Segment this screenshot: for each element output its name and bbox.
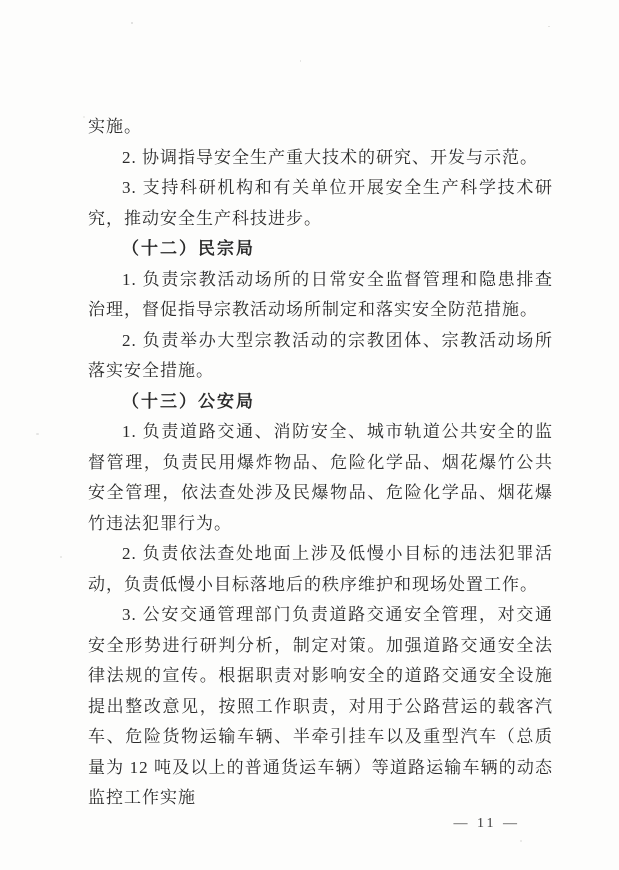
scan-speckle xyxy=(131,22,133,24)
paragraph-item: 1. 负责道路交通、消防安全、城市轨道公共安全的监督管理，负责民用爆炸物品、危险化学品、烟花爆竹公共安全管理，依法查处涉及民爆物品、危险化学品、烟花爆竹违法犯罪行为。 xyxy=(88,422,553,533)
paragraph-item: 1. 负责宗教活动场所的日常安全监督管理和隐患排查治理，督促指导宗教活动场所制定和落实安全防范措施。 xyxy=(88,269,553,319)
paragraph-item: 3. 公安交通管理部门负责道路交通安全管理，对交通安全形势进行研判分析，制定对策。加强道路交通安全法律法规的宣传。根据职责对影响安全的道路交通安全设施提出整改意见，按照工作职责，对用于公路营运的载客汽车、危险货物运输车辆、半牵引挂车以及重型汽车（总质量为 12 吨及以上的普通货运车辆）等道路运输车辆的动态监控工作实施 xyxy=(88,605,553,807)
paragraph-item: 2. 负责依法查处地面上涉及低慢小目标的违法犯罪活动，负责低慢小目标落地后的秩序维护和现场处置工作。 xyxy=(88,544,553,594)
section-heading: （十二）民宗局 xyxy=(122,239,255,258)
scan-speckle xyxy=(60,556,62,558)
document-text-block xyxy=(88,112,553,814)
paragraph-item: 2. 协调指导安全生产重大技术的研究、开发与示范。 xyxy=(122,147,538,167)
scan-speckle xyxy=(83,116,85,118)
section-heading: （十三）公安局 xyxy=(122,391,255,411)
paragraph-continuation: 实施。 xyxy=(88,117,142,136)
paragraph-item: 3. 支持科研机构和有关单位开展安全生产科学技术研究，推动安全生产科技进步。 xyxy=(88,178,553,228)
scan-speckle xyxy=(548,26,550,27)
paragraph-item: 2. 负责举办大型宗教活动的宗教团体、宗教活动场所落实安全措施。 xyxy=(88,330,553,380)
scan-speckle xyxy=(36,433,39,435)
scan-speckle xyxy=(520,840,522,842)
page-number: — 11 — xyxy=(453,815,520,831)
scan-speckle xyxy=(300,60,301,62)
